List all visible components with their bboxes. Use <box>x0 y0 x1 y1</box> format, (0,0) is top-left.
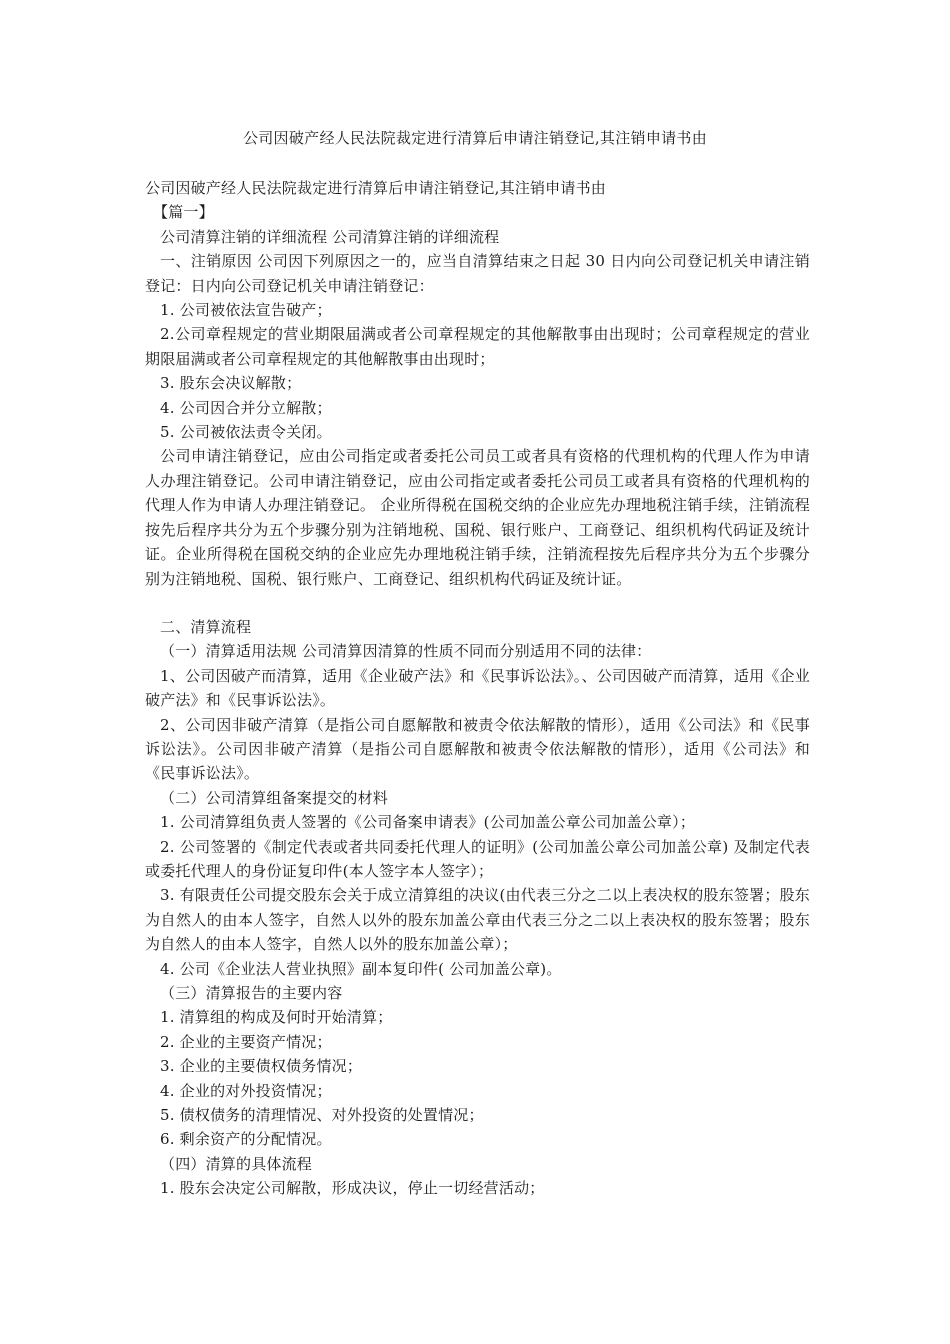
paragraph: 2、公司因非破产清算（是指公司自愿解散和被责令依法解散的情形），适用《公司法》和《民事诉讼法》。公司因非破产清算（是指公司自愿解散和被责令依法解散的情形），适用《公司法》和《民事诉讼法》。 <box>145 715 810 783</box>
paragraph: 2.公司章程规定的营业期限届满或者公司章程规定的其他解散事由出现时；公司章程规定的营业期限届满或者公司章程规定的其他解散事由出现时； <box>145 325 810 368</box>
paragraph: 3. 企业的主要债权债务情况； <box>160 1057 363 1076</box>
paragraph: 3. 股东会决议解散； <box>160 374 302 393</box>
paragraph: （三）清算报告的主要内容 <box>160 984 343 1002</box>
paragraph: 公司申请注销登记，应由公司指定或者委托公司员工或者具有资格的代理机构的代理人作为申请人办理注销登记。公司申请注销登记，应由公司指定或者委托公司员工或者具有资格的代理机构的代理人作为申请人办理注销登记。 企业所得税在国税交纳的企业应先办理地税注销手续，注销流程按先后程序共分为五个步骤分别为注销地税、国税、银行账户、工商登记、组织机构代码证及统计证。企业所得税在国税交纳的企业应先办理地税注销手续，注销流程按先后程序共分为五个步骤分别为注销地税、国税、银行账户、工商登记、组织机构代码证及统计证。 <box>145 447 810 588</box>
paragraph: 公司因破产经人民法院裁定进行清算后申请注销登记,其注销申请书由 <box>145 179 606 197</box>
paragraph: 1. 公司清算组负责人签署的《公司备案申请表》(公司加盖公章公司加盖公章）； <box>160 813 696 832</box>
paragraph: 4. 公司因合并分立解散； <box>160 398 332 417</box>
paragraph: 一、注销原因 公司因下列原因之一的，应当自清算结束之日起 30 日内向公司登记机关申请注销登记：日内向公司登记机关申请注销登记： <box>145 252 810 295</box>
paragraph: 2. 企业的主要资产情况； <box>160 1032 332 1051</box>
paragraph: 二、清算流程 <box>160 617 252 636</box>
paragraph: 6. 剩余资产的分配情况。 <box>160 1130 332 1149</box>
paragraph: 5. 债权债务的清理情况、对外投资的处置情况； <box>160 1106 484 1125</box>
document-title: 公司因破产经人民法院裁定进行清算后申请注销登记,其注销申请书由 <box>242 129 708 147</box>
paragraph: 2. 公司签署的《制定代表或者共同委托代理人的证明》(公司加盖公章公司加盖公章) 及制定代表或委托代理人的身份证复印件(本人签字本人签字）； <box>145 837 810 880</box>
paragraph: 4. 公司《企业法人营业执照》副本复印件( 公司加盖公章)。 <box>160 959 562 978</box>
paragraph: 【篇一】 <box>153 203 214 222</box>
paragraph-gap <box>145 591 810 615</box>
paragraph: 1、公司因破产而清算，适用《企业破产法》和《民事诉讼法》。、公司因破产而清算，适用《企业破产法》和《民事诉讼法》。 <box>145 666 810 710</box>
paragraph: 1. 股东会决定公司解散，形成决议，停止一切经营活动； <box>160 1179 545 1198</box>
paragraph: 5. 公司被依法责令关闭。 <box>160 423 332 442</box>
paragraph: 公司清算注销的详细流程 公司清算注销的详细流程 <box>160 227 500 246</box>
paragraph: 1. 公司被依法宣告破产； <box>160 301 332 320</box>
paragraph: 4. 企业的对外投资情况； <box>160 1081 332 1100</box>
paragraph: 1. 清算组的构成及何时开始清算； <box>160 1008 393 1027</box>
document-body <box>145 176 810 1201</box>
paragraph: （二）公司清算组备案提交的材料 <box>160 788 389 807</box>
paragraph: 3. 有限责任公司提交股东会关于成立清算组的决议(由代表三分之二以上表决权的股东签署；股东为自然人的由本人签字，自然人以外的股东加盖公章由代表三分之二以上表决权的股东签署；股东为自然人的由本人签字，自然人以外的股东加盖公章）； <box>145 886 810 954</box>
paragraph: （四）清算的具体流程 <box>160 1154 313 1173</box>
paragraph: （一）清算适用法规 公司清算因清算的性质不同而分别适用不同的法律： <box>160 642 652 661</box>
